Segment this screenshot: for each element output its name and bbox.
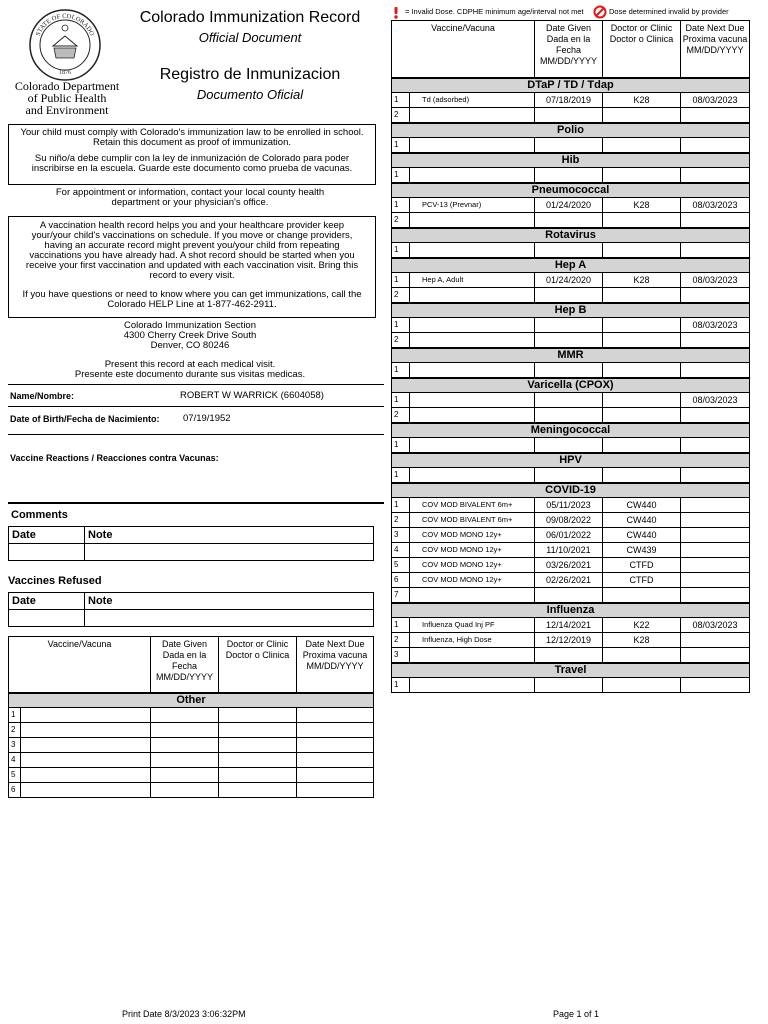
vaccine-name <box>410 362 535 378</box>
next-due-date: 08/03/2023 <box>681 92 750 107</box>
divider <box>8 502 384 504</box>
doctor-clinic <box>603 137 681 153</box>
other-next-due-header: Date Next Due Proxima vacuna MM/DD/YYYY <box>297 637 374 693</box>
invalid-dose-legend: = Invalid Dose. CDPHE minimum age/interval not met <box>405 7 584 16</box>
dose-number: 1 <box>392 467 410 483</box>
doctor-clinic: K28 <box>603 197 681 212</box>
dose-number: 3 <box>392 647 410 663</box>
doctor-clinic: CTFD <box>603 557 681 572</box>
vaccine-name <box>410 242 535 258</box>
date-given <box>535 677 603 692</box>
vaccine-group-header: HPV <box>392 453 750 468</box>
subtitle-english: Official Document <box>198 30 302 45</box>
date-given <box>535 332 603 348</box>
dose-row <box>392 677 750 692</box>
next-due-date: 08/03/2023 <box>681 197 750 212</box>
date-given <box>535 167 603 183</box>
vaccine-name: Hep A, Adult <box>410 272 535 287</box>
svg-text:1876: 1876 <box>59 70 71 76</box>
next-due-date <box>681 467 750 483</box>
page-number: Page 1 of 1 <box>553 1009 600 1019</box>
dose-row <box>392 497 750 512</box>
vaccines-refused-table <box>8 592 374 627</box>
dose-row <box>392 392 750 407</box>
date-given: 11/10/2021 <box>535 542 603 557</box>
vaccine-group-header: Meningococcal <box>392 423 750 438</box>
other-row <box>9 782 374 797</box>
compliance-notice: Your child must comply with Colorado's immunization law to be enrolled in school. Retain this document as proof of immunization. Su niño/a debe cumplir con la ley de inmunización de Colorado para poder inscribirse en la escuela. Guarde este documento como prueba de vacunas. <box>8 124 376 185</box>
dose-number: 1 <box>392 317 410 332</box>
record-info-notice: A vaccination health record helps you and your healthcare provider keep your/your child's vaccinations on schedule. If you move or change providers, having an accurate record might prevent you/your child from repeating vaccinations you have already had. A shot record should be started when you receive your first vaccination and updated with each vaccination visit. Bring this record to every visit. If you have questions or need to know where you can get immunizations, call the Colorado HELP Line at 1-877-462-2911. <box>8 216 376 318</box>
vaccine-name <box>410 167 535 183</box>
dose-row <box>392 512 750 527</box>
doctor-clinic <box>603 437 681 453</box>
next-due-date <box>681 647 750 663</box>
date-given <box>535 137 603 153</box>
dose-row <box>392 272 750 287</box>
date-given <box>535 317 603 332</box>
other-row <box>9 737 374 752</box>
next-due-date <box>681 572 750 587</box>
dose-row <box>392 242 750 258</box>
vaccine-group-header: Hep B <box>392 303 750 318</box>
dose-number: 1 <box>392 617 410 632</box>
vaccine-name: COV MOD MONO 12y+ <box>410 542 535 557</box>
doctor-clinic <box>603 167 681 183</box>
date-given: 03/26/2021 <box>535 557 603 572</box>
doctor-clinic <box>603 587 681 603</box>
vaccine-column-header: Vaccine/Vacuna <box>392 21 535 78</box>
provider-invalid-icon <box>593 5 607 19</box>
doctor-clinic <box>603 287 681 303</box>
date-given <box>535 212 603 228</box>
next-due-date: 08/03/2023 <box>681 392 750 407</box>
vaccine-group-header: Polio <box>392 123 750 138</box>
other-cell <box>21 722 151 737</box>
vaccine-name: COV MOD MONO 12y+ <box>410 557 535 572</box>
dose-row <box>392 437 750 453</box>
other-cell <box>219 737 297 752</box>
date-given <box>535 392 603 407</box>
vaccine-name <box>410 587 535 603</box>
next-due-date <box>681 212 750 228</box>
comments-table <box>8 526 374 561</box>
reactions-label: Vaccine Reactions / Reacciones contra Vacunas: <box>10 453 219 463</box>
next-due-date: 08/03/2023 <box>681 272 750 287</box>
doctor-clinic <box>603 242 681 258</box>
appointment-info: For appointment or information, contact your local county health department or your physician's office. <box>55 187 325 208</box>
next-due-date <box>681 587 750 603</box>
next-due-date <box>681 287 750 303</box>
vaccine-group-header: DTaP / TD / Tdap <box>392 78 750 93</box>
dose-number: 7 <box>392 587 410 603</box>
other-cell <box>297 737 374 752</box>
doctor-clinic <box>603 647 681 663</box>
vaccine-group-header: Rotavirus <box>392 228 750 243</box>
refused-note-cell <box>85 610 374 627</box>
dob-label: Date of Birth/Fecha de Nacimiento: <box>10 414 160 424</box>
date-given: 01/24/2020 <box>535 197 603 212</box>
next-due-date <box>681 527 750 542</box>
comments-date-cell <box>9 544 85 561</box>
vaccine-name: COV MOD BIVALENT 6m+ <box>410 512 535 527</box>
dose-row <box>392 527 750 542</box>
doctor-clinic: CW440 <box>603 512 681 527</box>
dose-row <box>392 542 750 557</box>
vaccine-name <box>410 137 535 153</box>
vaccine-name <box>410 407 535 423</box>
patient-name: ROBERT W WARRICK (6604058) <box>180 390 324 401</box>
next-due-date <box>681 632 750 647</box>
dose-number: 1 <box>392 497 410 512</box>
dose-number: 1 <box>392 137 410 153</box>
comments-date-header: Date <box>9 527 85 544</box>
dose-number: 2 <box>9 722 21 737</box>
next-due-date: 08/03/2023 <box>681 317 750 332</box>
other-cell <box>151 722 219 737</box>
invalid-dose-icon <box>391 6 401 20</box>
other-cell <box>297 767 374 782</box>
other-cell <box>219 782 297 797</box>
dose-number: 3 <box>9 737 21 752</box>
dose-number: 5 <box>392 557 410 572</box>
dose-row <box>392 167 750 183</box>
mailing-address: Colorado Immunization Section 4300 Cherry Creek Drive South Denver, CO 80246 Present this record at each medical visit. Presente este documento durante sus visitas medicas. <box>74 320 306 380</box>
next-due-date <box>681 242 750 258</box>
dose-number: 1 <box>392 392 410 407</box>
next-due-date <box>681 407 750 423</box>
date-given <box>535 107 603 123</box>
vaccine-group-header: COVID-19 <box>392 483 750 498</box>
vaccine-name: PCV-13 (Prevnar) <box>410 197 535 212</box>
other-cell <box>219 767 297 782</box>
vaccine-name: COV MOD MONO 12y+ <box>410 527 535 542</box>
doctor-clinic: K28 <box>603 92 681 107</box>
dose-row <box>392 317 750 332</box>
vaccine-name <box>410 212 535 228</box>
dose-number: 6 <box>392 572 410 587</box>
date-given <box>535 437 603 453</box>
dose-number: 1 <box>392 197 410 212</box>
date-given: 09/08/2022 <box>535 512 603 527</box>
date-given: 05/11/2023 <box>535 497 603 512</box>
dose-row <box>392 137 750 153</box>
other-vaccines-table <box>8 636 374 798</box>
next-due-date <box>681 437 750 453</box>
immunization-table <box>391 20 750 693</box>
dose-number: 1 <box>392 272 410 287</box>
date-given: 07/18/2019 <box>535 92 603 107</box>
next-due-date <box>681 557 750 572</box>
vaccine-name <box>410 392 535 407</box>
next-due-date <box>681 107 750 123</box>
dose-row <box>392 212 750 228</box>
dose-number: 4 <box>9 752 21 767</box>
dose-row <box>392 617 750 632</box>
other-cell <box>21 707 151 722</box>
vaccine-name <box>410 287 535 303</box>
vaccine-group-header: Influenza <box>392 603 750 618</box>
vaccine-name <box>410 107 535 123</box>
other-cell <box>151 782 219 797</box>
other-row <box>9 752 374 767</box>
comments-title: Comments <box>11 509 68 521</box>
dose-row <box>392 557 750 572</box>
divider <box>8 406 384 407</box>
date-given: 06/01/2022 <box>535 527 603 542</box>
doctor-clinic: K28 <box>603 272 681 287</box>
dose-row <box>392 632 750 647</box>
dose-row <box>392 587 750 603</box>
comments-note-cell <box>85 544 374 561</box>
dose-number: 1 <box>392 362 410 378</box>
other-cell <box>297 707 374 722</box>
vaccine-group-header: Hib <box>392 153 750 168</box>
date-given <box>535 407 603 423</box>
colorado-state-seal <box>28 8 102 82</box>
divider <box>8 384 384 385</box>
vaccine-group-header: Varicella (CPOX) <box>392 378 750 393</box>
other-doctor-header: Doctor or Clinic Doctor o Clinica <box>219 637 297 693</box>
next-due-date <box>681 137 750 153</box>
doctor-clinic <box>603 107 681 123</box>
doctor-clinic <box>603 332 681 348</box>
next-due-date <box>681 167 750 183</box>
doctor-clinic <box>603 467 681 483</box>
dose-row <box>392 407 750 423</box>
doctor-clinic <box>603 392 681 407</box>
date-given: 01/24/2020 <box>535 272 603 287</box>
dose-row <box>392 107 750 123</box>
vaccine-name <box>410 677 535 692</box>
dose-number: 3 <box>392 527 410 542</box>
patient-dob: 07/19/1952 <box>183 413 231 424</box>
provider-invalid-legend: Dose determined invalid by provider <box>609 7 729 16</box>
title-english: Colorado Immunization Record <box>139 9 361 26</box>
dose-number: 5 <box>9 767 21 782</box>
next-due-date: 08/03/2023 <box>681 617 750 632</box>
refused-date-cell <box>9 610 85 627</box>
other-cell <box>297 752 374 767</box>
date-given <box>535 362 603 378</box>
dose-number: 2 <box>392 332 410 348</box>
dose-row <box>392 647 750 663</box>
doctor-column-header: Doctor or Clinic Doctor o Clinica <box>603 21 681 78</box>
department-name: Colorado Department of Public Health and Environment <box>14 79 120 117</box>
dose-number: 2 <box>392 632 410 647</box>
date-given: 12/14/2021 <box>535 617 603 632</box>
other-cell <box>151 767 219 782</box>
other-cell <box>219 707 297 722</box>
vaccines-refused-title: Vaccines Refused <box>8 575 102 587</box>
next-due-date <box>681 362 750 378</box>
other-cell <box>219 722 297 737</box>
other-cell <box>151 752 219 767</box>
doctor-clinic: K22 <box>603 617 681 632</box>
next-due-date <box>681 332 750 348</box>
dose-number: 2 <box>392 407 410 423</box>
dose-row <box>392 92 750 107</box>
vaccine-name <box>410 437 535 453</box>
next-due-column-header: Date Next Due Proxima vacuna MM/DD/YYYY <box>681 21 750 78</box>
dose-row <box>392 572 750 587</box>
vaccine-group-header: MMR <box>392 348 750 363</box>
vaccine-name: Influenza, High Dose <box>410 632 535 647</box>
doctor-clinic <box>603 677 681 692</box>
other-row <box>9 767 374 782</box>
dose-row <box>392 332 750 348</box>
dose-number: 1 <box>392 92 410 107</box>
svg-text:STATE OF COLORADO: STATE OF COLORADO <box>34 12 96 38</box>
dose-number: 4 <box>392 542 410 557</box>
date-given <box>535 287 603 303</box>
dose-number: 2 <box>392 512 410 527</box>
dose-row <box>392 287 750 303</box>
vaccine-name: COV MOD BIVALENT 6m+ <box>410 497 535 512</box>
dose-row <box>392 197 750 212</box>
vaccine-group-header: Hep A <box>392 258 750 273</box>
dose-number: 1 <box>9 707 21 722</box>
other-cell <box>297 782 374 797</box>
dose-row <box>392 467 750 483</box>
vaccine-name <box>410 332 535 348</box>
doctor-clinic <box>603 362 681 378</box>
date-given <box>535 242 603 258</box>
vaccine-name: Influenza Quad Inj PF <box>410 617 535 632</box>
vaccine-name <box>410 317 535 332</box>
doctor-clinic: K28 <box>603 632 681 647</box>
other-cell <box>21 767 151 782</box>
dose-number: 2 <box>392 107 410 123</box>
doctor-clinic <box>603 212 681 228</box>
comments-note-header: Note <box>85 527 374 544</box>
other-cell <box>21 752 151 767</box>
date-given: 12/12/2019 <box>535 632 603 647</box>
dose-number: 1 <box>392 242 410 258</box>
date-given <box>535 587 603 603</box>
subtitle-spanish: Documento Oficial <box>196 87 304 102</box>
vaccine-name <box>410 467 535 483</box>
date-given <box>535 467 603 483</box>
vaccine-name <box>410 647 535 663</box>
doctor-clinic: CW439 <box>603 542 681 557</box>
divider <box>8 434 384 435</box>
other-row <box>9 722 374 737</box>
vaccine-group-header: Pneumococcal <box>392 183 750 198</box>
dose-number: 1 <box>392 167 410 183</box>
other-cell <box>297 722 374 737</box>
other-date-given-header: Date Given Dada en la Fecha MM/DD/YYYY <box>151 637 219 693</box>
dose-number: 6 <box>9 782 21 797</box>
other-vaccine-header: Vaccine/Vacuna <box>9 637 151 693</box>
date-given-column-header: Date Given Dada en la Fecha MM/DD/YYYY <box>535 21 603 78</box>
dose-number: 1 <box>392 437 410 453</box>
dose-number: 2 <box>392 287 410 303</box>
other-cell <box>151 707 219 722</box>
doctor-clinic <box>603 317 681 332</box>
print-date: Print Date 8/3/2023 3:06:32PM <box>122 1009 246 1019</box>
other-cell <box>219 752 297 767</box>
other-row <box>9 707 374 722</box>
doctor-clinic <box>603 407 681 423</box>
name-label: Name/Nombre: <box>10 391 75 401</box>
doctor-clinic: CW440 <box>603 527 681 542</box>
dose-number: 2 <box>392 212 410 228</box>
dose-row <box>392 362 750 378</box>
vaccine-name: COV MOD MONO 12y+ <box>410 572 535 587</box>
doctor-clinic: CW440 <box>603 497 681 512</box>
date-given: 02/26/2021 <box>535 572 603 587</box>
dose-number: 1 <box>392 677 410 692</box>
vaccine-name: Td (adsorbed) <box>410 92 535 107</box>
doctor-clinic: CTFD <box>603 572 681 587</box>
next-due-date <box>681 542 750 557</box>
other-cell <box>21 782 151 797</box>
refused-note-header: Note <box>85 593 374 610</box>
other-cell <box>151 737 219 752</box>
refused-date-header: Date <box>9 593 85 610</box>
date-given <box>535 647 603 663</box>
title-spanish: Registro de Inmunizacion <box>159 66 341 83</box>
other-group-header: Other <box>9 693 374 708</box>
next-due-date <box>681 512 750 527</box>
other-cell <box>21 737 151 752</box>
next-due-date <box>681 497 750 512</box>
vaccine-group-header: Travel <box>392 663 750 678</box>
next-due-date <box>681 677 750 692</box>
